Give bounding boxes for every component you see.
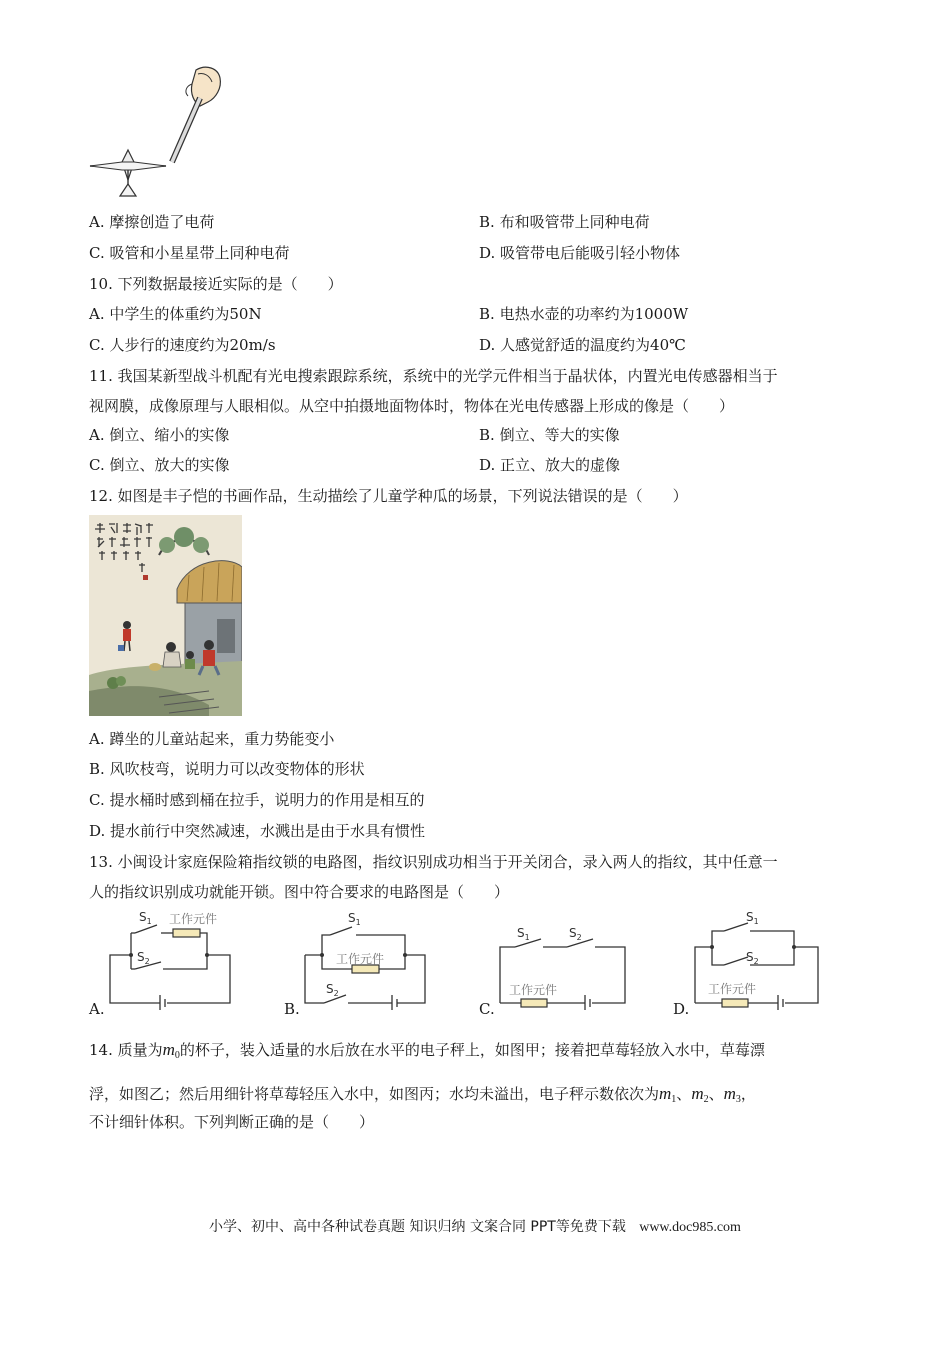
circuit-c-label: C. <box>479 1000 495 1018</box>
q14-line1: 14. 质量为$m_0$的杯子，装入适量的水后放在水平的电子秤上，如图甲；接着把草莓轻放入水中，草莓漂 <box>89 1040 765 1061</box>
q11-option-d: D. 正立、放大的虚像 <box>479 456 621 474</box>
q10-option-c: C. 人步行的速度约为20m/s <box>89 336 276 354</box>
svg-text:S2: $S_2$ <box>326 982 339 998</box>
circuit-d-diagram <box>690 905 825 1010</box>
svg-text:S1: $S_1$ <box>746 910 759 926</box>
m2-symbol: $m_2$ <box>691 1084 709 1105</box>
circuit-c-element-label: 工作元件 <box>509 983 558 997</box>
svg-text:S2: $S_2$ <box>137 950 150 966</box>
q11-option-b: B. 倒立、等大的实像 <box>479 426 620 444</box>
circuit-c-diagram <box>495 905 630 1010</box>
straw-star-figure <box>88 62 228 202</box>
painting-image <box>89 515 242 716</box>
q10-option-d: D. 人感觉舒适的温度约为40℃ <box>479 336 686 354</box>
q13-stem-line1: 13. 小闽设计家庭保险箱指纹锁的电路图，指纹识别成功相当于开关闭合，录入两人的指纹，其中任意一 <box>89 853 778 871</box>
q11-stem-line1: 11. 我国某新型战斗机配有光电搜索跟踪系统，系统中的光学元件相当于晶状体，内置光电传感器相当于 <box>89 367 778 385</box>
q12-option-c: C. 提水桶时感到桶在拉手，说明力的作用是相互的 <box>89 791 425 809</box>
footer-text: 小学、初中、高中各种试卷真题 知识归纳 文案合同 PPT等免费下载 <box>209 1219 626 1235</box>
svg-text:S1: $S_1$ <box>348 911 361 927</box>
q11-option-c: C. 倒立、放大的实像 <box>89 456 230 474</box>
q14-line3: 不计细针体积。下列判断正确的是（ ） <box>89 1113 375 1131</box>
q9-option-a: A. 摩擦创造了电荷 <box>89 213 215 231</box>
q12-stem: 12. 如图是丰子恺的书画作品，生动描绘了儿童学种瓜的场景，下列说法错误的是（ ） <box>89 487 688 505</box>
q12-option-b: B. 风吹枝弯，说明力可以改变物体的形状 <box>89 760 365 778</box>
q14-line2: 浮，如图乙；然后用细针将草莓轻压入水中，如图丙；水均未溢出，电子秤示数依次为$m_1$、$m_2$、$m_3$， <box>89 1084 756 1105</box>
svg-text:S1: $S_1$ <box>517 926 530 942</box>
m3-symbol: $m_3$ <box>723 1084 741 1105</box>
q10-option-b: B. 电热水壶的功率约为1000W <box>479 305 689 323</box>
svg-text:S2: $S_2$ <box>569 926 582 942</box>
q11-stem-line2: 视网膜，成像原理与人眼相似。从空中拍摄地面物体时，物体在光电传感器上形成的像是（ ） <box>89 397 735 415</box>
circuit-d-label: D. <box>673 1000 690 1018</box>
svg-text:S2: $S_2$ <box>746 950 759 966</box>
circuit-a-diagram <box>105 905 235 1010</box>
q9-option-b: B. 布和吸管带上同种电荷 <box>479 213 650 231</box>
circuit-b-element-label: 工作元件 <box>336 952 385 966</box>
circuit-a-element-label: 工作元件 <box>169 912 218 926</box>
footer-url[interactable]: www.doc985.com <box>639 1220 741 1235</box>
circuit-b-label: B. <box>284 1000 300 1018</box>
circuit-d-element-label: 工作元件 <box>708 982 757 996</box>
q10-stem: 10. 下列数据最接近实际的是（ ） <box>89 275 343 293</box>
svg-text:S1: $S_1$ <box>139 910 152 926</box>
m1-symbol: $m_1$ <box>659 1084 677 1105</box>
m0-symbol: $m_0$ <box>162 1040 180 1061</box>
circuit-a-label: A. <box>89 1000 105 1018</box>
q9-option-d: D. 吸管带电后能吸引轻小物体 <box>479 244 681 262</box>
q13-stem-line2: 人的指纹识别成功就能开锁。图中符合要求的电路图是（ ） <box>89 883 510 901</box>
page-footer <box>0 1216 950 1236</box>
q12-option-d: D. 提水前行中突然减速，水溅出是由于水具有惯性 <box>89 822 426 840</box>
q12-option-a: A. 蹲坐的儿童站起来，重力势能变小 <box>89 730 335 748</box>
q9-option-c: C. 吸管和小星星带上同种电荷 <box>89 244 290 262</box>
q11-option-a: A. 倒立、缩小的实像 <box>89 426 230 444</box>
q10-option-a: A. 中学生的体重约为50N <box>89 305 262 323</box>
circuit-b-diagram <box>300 905 430 1010</box>
